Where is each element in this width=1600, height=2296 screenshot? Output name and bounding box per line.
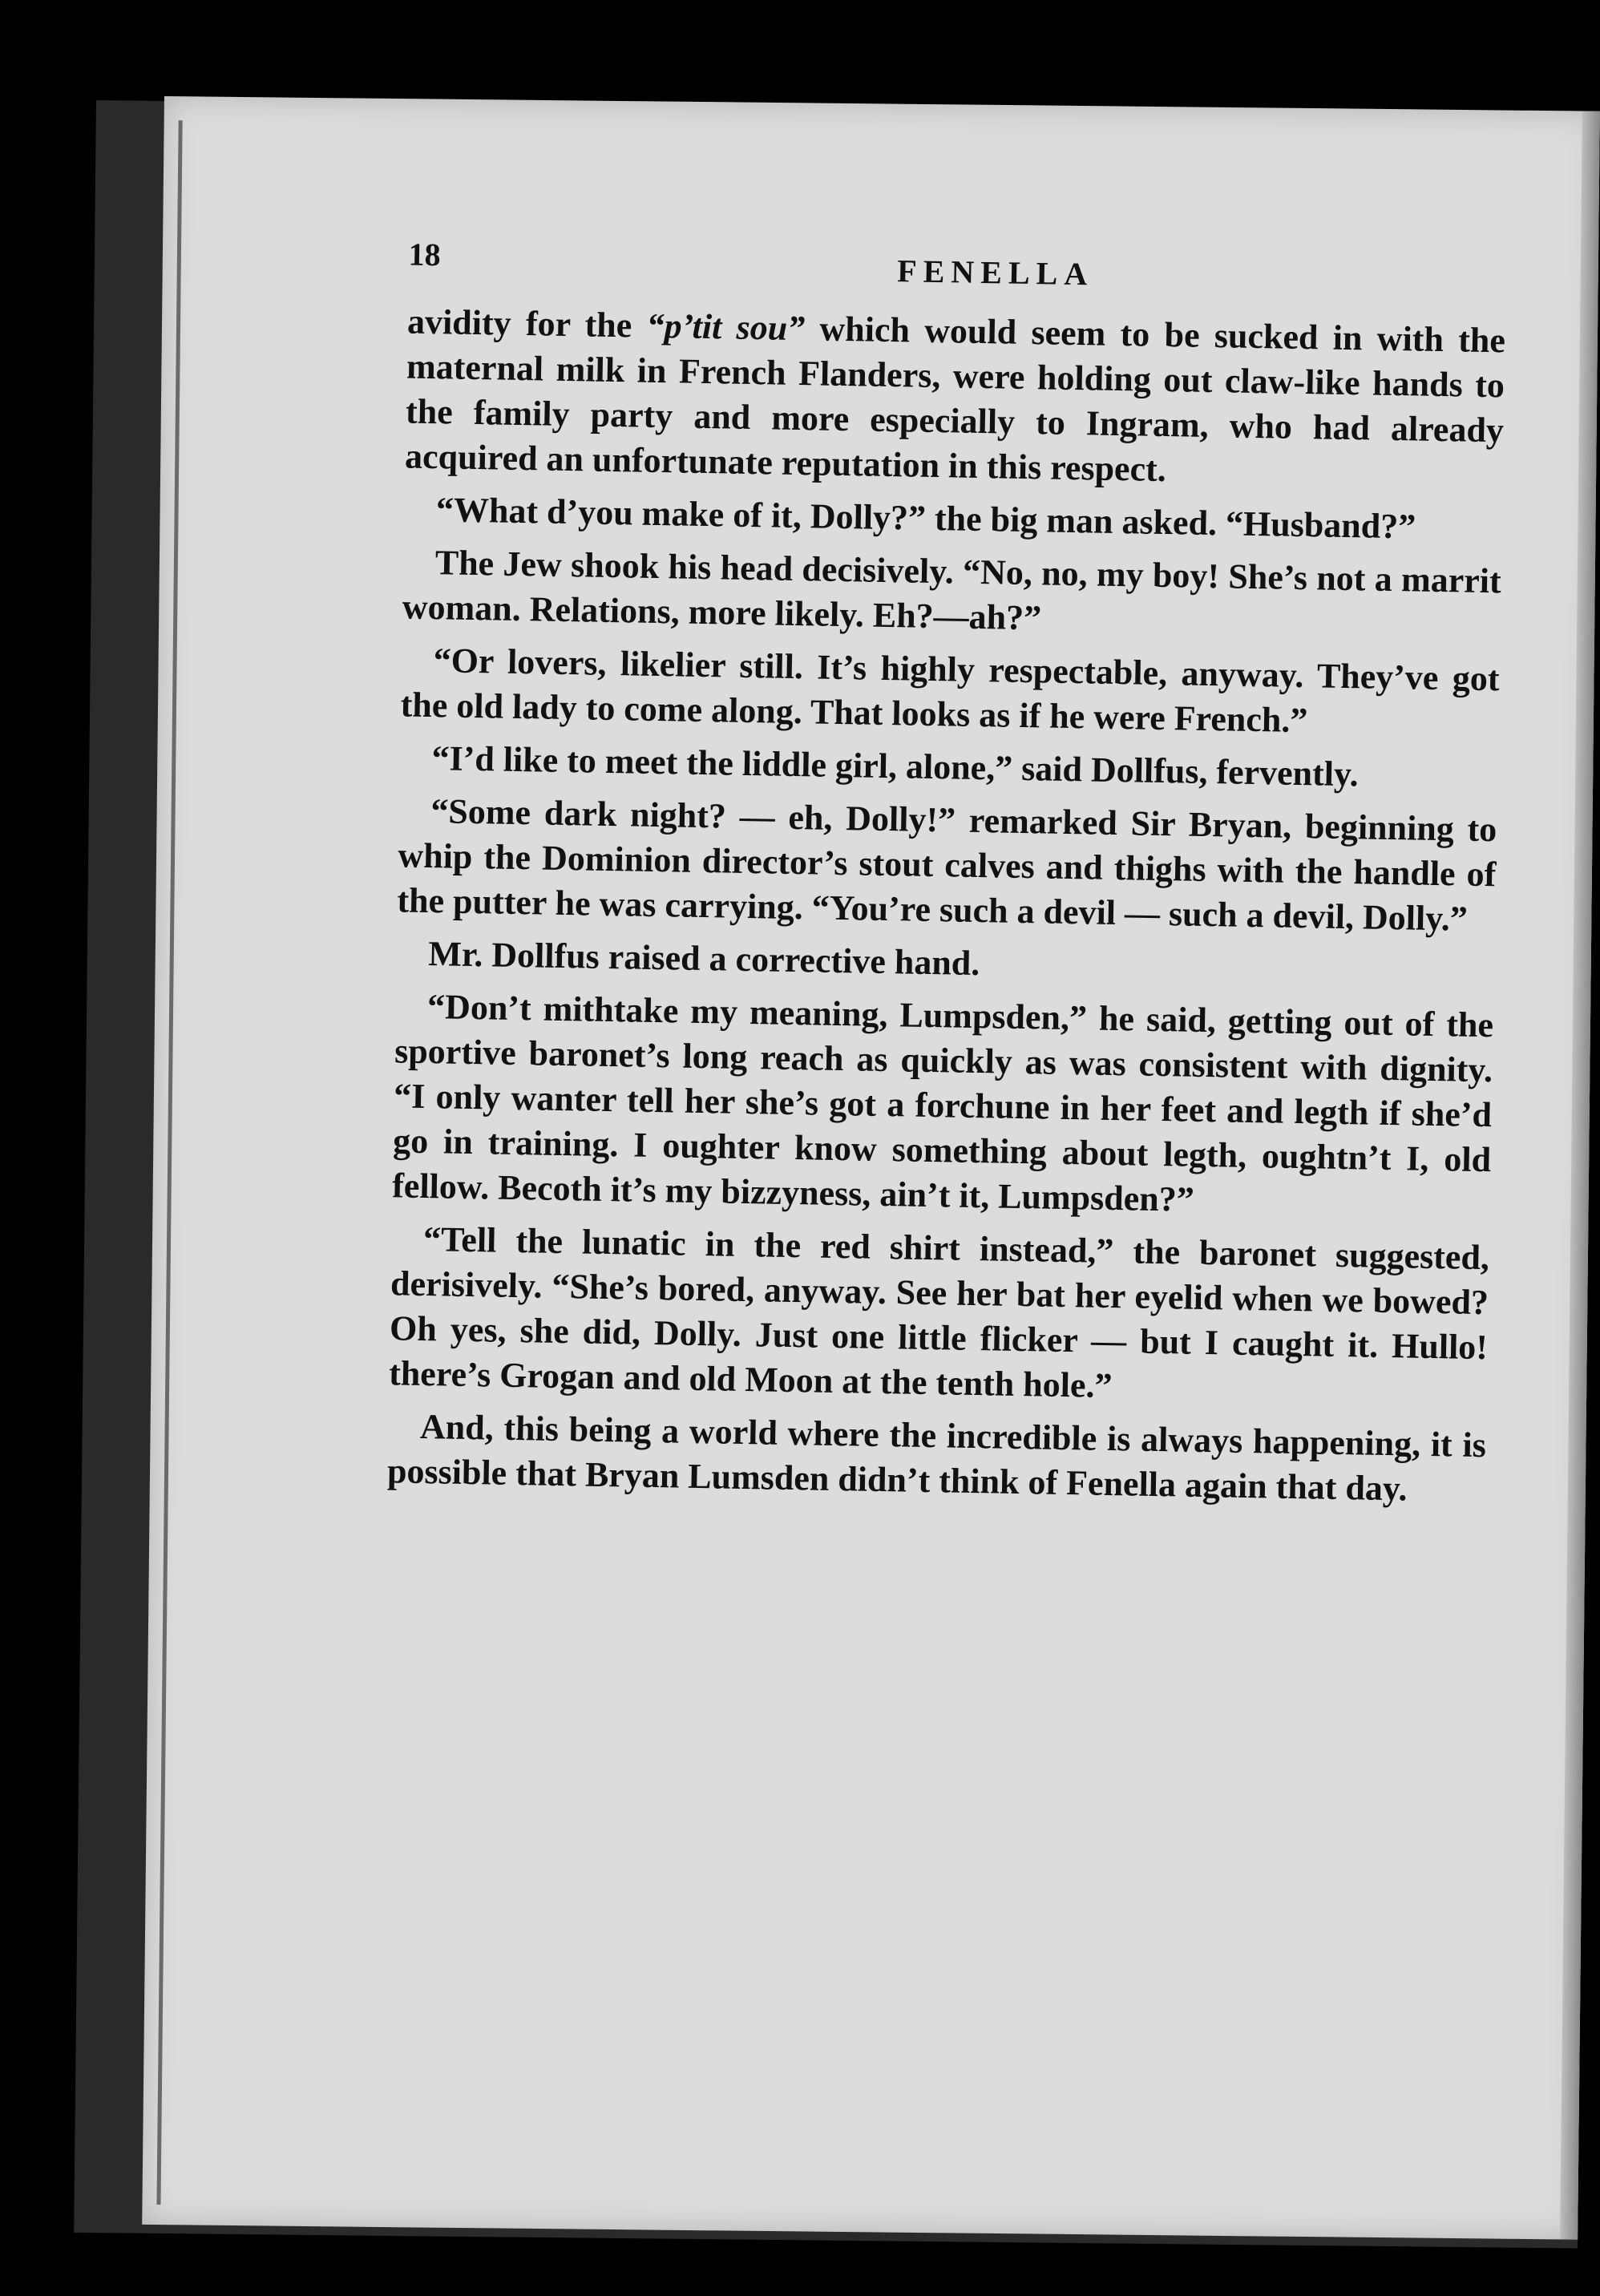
paragraph-8: “Don’t mithtake my meaning, Lumpsden,” he said, getting out of the sportive baronet’s long reach as quickly as was consistent with dignity. “I only wanter tell her she’s got a forchune in her feet and legth if she’d go in training. I oughter know something about legth, oughtn’t I, old fellow. Becoth it’s my bizzyness, ain’t it, Lumpsden?” (391, 987, 1494, 1219)
paragraph-7: Mr. Dollfus raised a corrective hand. (427, 934, 980, 984)
paragraph-2: “What d’you make of it, Dolly?” the big man asked. “Husband?” (435, 490, 1416, 547)
italic-phrase: “p’tit sou” (646, 305, 806, 349)
page-number: 18 (408, 236, 441, 273)
paragraph-4: “Or lovers, likelier still. It’s highly respectable, anyway. They’ve got the old lady to come along. That looks as if he were French.” (400, 641, 1500, 741)
paragraph-9: “Tell the lunatic in the red shirt instead,” the baronet suggested, derisively. “She’s bored, anyway. See her bat her eyelid when we bowed? Oh yes, she did, Dolly. Just one little flicker — but I caught it. Hullo! there’s Grogan and old Moon at the tenth hole.” (388, 1219, 1490, 1406)
paragraph-6: “Some dark night? — eh, Dolly!” remarked Sir Bryan, beginning to whip the Dominion director’s stout calves and thighs with the handle of the putter he was carrying. “You’re such a devil — such a devil, Dolly.” (397, 791, 1497, 939)
paragraph-1: avidity for the “p’tit sou” which would seem to be sucked in with the maternal milk in French Flanders, were holding out claw-like hands to the family party and more especially to Ingram, who had already acquired an unfortunate reputation in this respect. (404, 301, 1506, 490)
paragraph-10: And, this being a world where the incredible is always happening, it is possible that Bryan Lumsden didn’t think of Fenella again that day. (386, 1406, 1487, 1509)
paragraph-5: “I’d like to meet the liddle girl, alone,” said Dollfus, fervently. (431, 738, 1360, 794)
running-title: FENELLA (896, 253, 1094, 293)
paragraph-3: The Jew shook his head decisively. “No, no, my boy! She’s not a marrit woman. Relations, more likely. Eh?—ah?” (402, 543, 1502, 638)
page-text-block (227, 232, 1507, 1513)
